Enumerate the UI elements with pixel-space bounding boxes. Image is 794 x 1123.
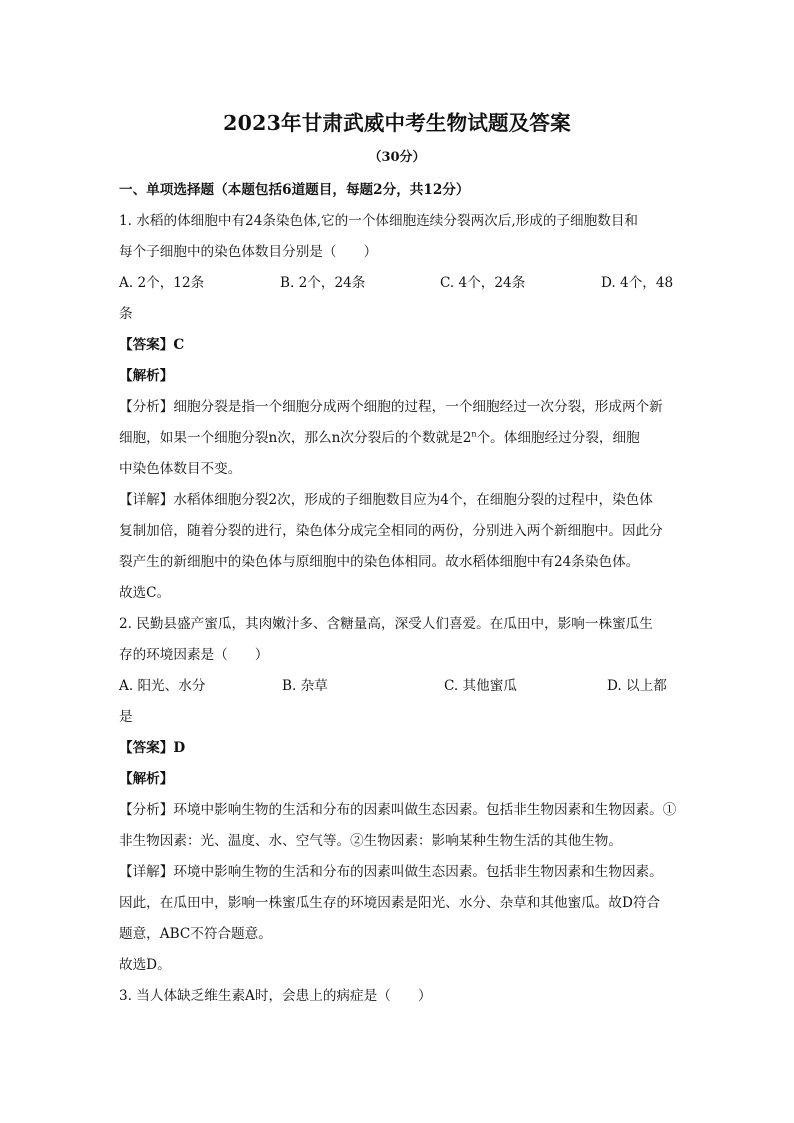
document-body	[119, 175, 675, 1012]
q2-stem-line-1: 2. 民勤县盛产蜜瓜，其肉嫩汁多、含糖量高，深受人们喜爱。在瓜田中，影响一株蜜瓜生	[119, 616, 653, 632]
q2-option-a: A. 阳光、水分	[119, 678, 206, 694]
q1-fenxi-line-2b: 个。体细胞经过分裂，细胞	[476, 430, 640, 446]
q1-option-d: D. 4个，48	[601, 275, 674, 291]
q1-option-a: A. 2个，12条	[119, 275, 205, 291]
q1-analysis-label: 【解析】	[119, 368, 174, 384]
q1-stem-line-2: 每个子细胞中的染色体数目分别是（ ）	[119, 244, 378, 260]
q2-xiangjie-line-3: 题意，ABC不符合题意。	[119, 926, 272, 942]
q1-option-c: C. 4个，24条	[440, 275, 526, 291]
q1-conclusion: 故选C。	[119, 585, 171, 601]
q2-xiangjie-line-1: 【详解】环境中影响生物的生活和分布的因素叫做生态因素。包括非生物因素和生物因素。	[119, 864, 663, 880]
q2-xiangjie-line-2: 因此，在瓜田中，影响一株蜜瓜生存的环境因素是阳光、水分、杂草和其他蜜瓜。故D符合	[119, 895, 661, 911]
q2-conclusion: 故选D。	[119, 957, 171, 973]
q1-fenxi-line-2	[119, 423, 675, 454]
q1-option-d-continuation: 条	[119, 306, 133, 322]
q1-xiangjie-line-3: 裂产生的新细胞中的染色体与原细胞中的染色体相同。故水稻体细胞中有24条染色体。	[119, 554, 640, 570]
q2-options	[119, 671, 675, 702]
q1-fenxi-line-3: 中染色体数目不变。	[119, 461, 242, 477]
q2-option-d: D. 以上都	[607, 678, 667, 694]
q1-fenxi-superscript: n	[471, 429, 477, 439]
q1-xiangjie-line-2: 复制加倍，随着分裂的进行，染色体分成完全相同的两份，分别进入两个新细胞中。因此分	[119, 523, 663, 539]
q1-fenxi-line-2a: 细胞，如果一个细胞分裂n次，那么n次分裂后的个数就是2	[119, 430, 472, 446]
q3-stem-line-1: 3. 当人体缺乏维生素A时，会患上的病症是（ ）	[119, 988, 432, 1004]
q1-answer: 【答案】C	[119, 337, 185, 353]
section-heading: 一、单项选择题（本题包括6道题目，每题2分，共12分）	[119, 182, 470, 198]
document-title: 2023年甘肃武威中考生物试题及答案	[223, 111, 571, 135]
document-subtitle: （30分）	[368, 150, 426, 165]
q2-fenxi-line-2: 非生物因素：光、温度、水、空气等。②生物因素：影响某种生物生活的其他生物。	[119, 833, 622, 849]
q1-fenxi-line-1: 【分析】细胞分裂是指一个细胞分成两个细胞的过程，一个细胞经过一次分裂，形成两个新	[119, 399, 663, 415]
q1-stem-line-1: 1. 水稻的体细胞中有24条染色体,它的一个体细胞连续分裂两次后,形成的子细胞数目和	[119, 213, 639, 229]
q2-option-c: C. 其他蜜瓜	[444, 678, 517, 694]
q1-option-b: B. 2个，24条	[280, 275, 366, 291]
q1-xiangjie-line-1: 【详解】水稻体细胞分裂2次，形成的子细胞数目应为4个，在细胞分裂的过程中，染色体	[119, 492, 653, 508]
q1-options	[119, 268, 675, 299]
q2-answer: 【答案】D	[119, 740, 186, 756]
q2-analysis-label: 【解析】	[119, 771, 174, 787]
q2-fenxi-line-1: 【分析】环境中影响生物的生活和分布的因素叫做生态因素。包括非生物因素和生物因素。①	[119, 802, 677, 818]
q2-option-d-continuation: 是	[119, 709, 133, 725]
q2-option-b: B. 杂草	[282, 678, 328, 694]
q2-stem-line-2: 存的环境因素是（ ）	[119, 647, 269, 663]
